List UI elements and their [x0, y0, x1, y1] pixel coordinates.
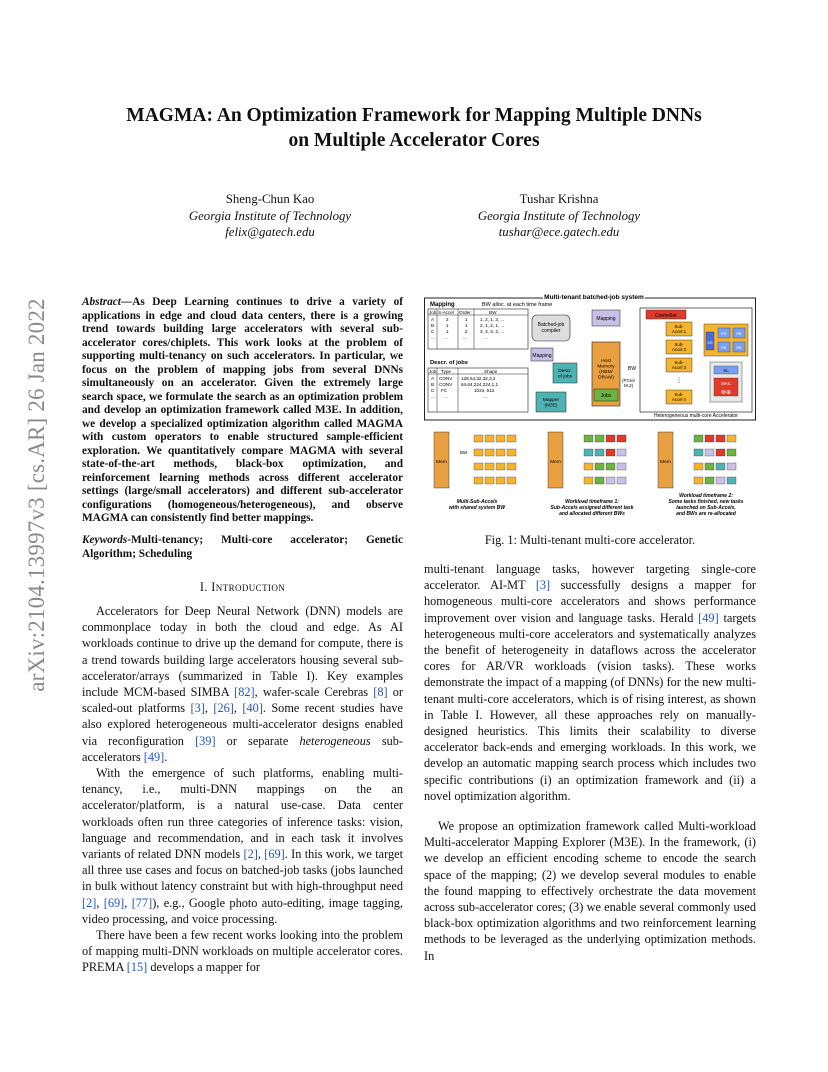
svg-text:Workload timeframe 2:Some task: Workload timeframe 2: Some tasks finished, new tasks launched on Sub-Accels, and BWs are re-allocated — [668, 493, 744, 517]
section-heading — [82, 580, 403, 595]
svg-text:Mapping: Mapping — [596, 316, 616, 322]
abstract — [82, 296, 403, 526]
paragraph — [82, 603, 403, 765]
svg-text:Descr.of jobs: Descr. of jobs — [557, 369, 573, 380]
text-run: ), e.g., Google photo auto-editing, image tagging, video processing, and voice processing. — [82, 895, 403, 926]
svg-text:BW: BW — [489, 310, 497, 315]
svg-text:1: 1 — [465, 317, 468, 322]
author-name: Tushar Krishna — [519, 192, 599, 206]
figure-1 — [424, 292, 756, 524]
svg-text:...: ... — [484, 394, 488, 399]
citation-link[interactable]: [49] — [698, 610, 719, 625]
svg-text:...: ... — [484, 335, 488, 340]
citation-link[interactable]: [39] — [195, 733, 216, 748]
figure-diagram — [424, 292, 756, 524]
svg-text:Controller: Controller — [655, 313, 677, 319]
paragraph — [424, 818, 756, 964]
svg-text:A: A — [431, 376, 435, 381]
svg-text:Job: Job — [429, 310, 437, 315]
svg-text:2: 2 — [446, 317, 449, 322]
citation-link[interactable]: [69] — [103, 895, 125, 910]
text-run: or scaled-out platforms — [82, 685, 403, 716]
svg-text:Job: Job — [429, 369, 437, 374]
svg-text:(PCIe/M.2): (PCIe/ M.2) — [622, 378, 636, 388]
citation-link[interactable]: [15] — [126, 960, 148, 975]
svg-text:PE: PE — [721, 331, 727, 336]
svg-text:Jobs: Jobs — [600, 393, 612, 399]
svg-text:1, 2, 1, 3, ...: 1, 2, 1, 3, ... — [480, 317, 505, 322]
text-run: We propose an optimization framework called Multi-workload Multi-accelerator Mapping Explorer (M3E). In the framework, (i) we develop an efficient encoding scheme to encode the search space of the mapping; (2) we develop several modules to enable the found mapping to effectively orchestrate the data movement across sub-accelerator cores; (3) we enable several commonly used black-box optimization algorithms and two reinforcement learning methods to be leveraged as the underlying optimization methods. In — [424, 819, 756, 963]
svg-text:Sub-Accel 1: Sub-Accel 1 — [671, 324, 687, 334]
svg-text:Type: Type — [441, 369, 451, 374]
svg-text:S-Accel: S-Accel — [438, 310, 454, 315]
author-block-2 — [454, 191, 664, 241]
svg-text:Multi-Sub-Accelswith shared sy: Multi-Sub-Accels with shared system BW — [448, 499, 506, 511]
panel-3 — [658, 432, 744, 517]
svg-text:Mem: Mem — [436, 460, 447, 465]
arxiv-stamp — [22, 290, 52, 700]
text-run: , — [257, 847, 265, 862]
citation-link[interactable]: [8] — [373, 685, 388, 700]
author-affiliation: Georgia Institute of Technology — [477, 208, 641, 223]
svg-text:PE: PE — [736, 331, 742, 336]
svg-text:CONV: CONV — [439, 376, 453, 381]
text-run: develops a mapper for — [147, 960, 260, 975]
text-run: multi-tenant language tasks, however targeting single-core accelerator. AI-MT — [424, 562, 756, 593]
svg-text:B: B — [431, 382, 435, 387]
svg-text:128,64,32,32,3,3: 128,64,32,32,3,3 — [461, 376, 496, 381]
hetero-label: Heterogeneous multi-core Accelerator — [654, 413, 738, 419]
svg-text:PE: PE — [721, 345, 727, 350]
svg-text:Mem: Mem — [550, 460, 561, 465]
text-run: , wafer-scale Cerebras — [254, 685, 374, 700]
svg-text:1024, 512: 1024, 512 — [474, 388, 495, 393]
svg-text:BW: BW — [628, 366, 637, 372]
svg-text:1: 1 — [446, 323, 449, 328]
section-heading-text: I. Introduction — [199, 580, 286, 594]
svg-text:...: ... — [431, 394, 435, 399]
text-run: . In this work, we target all three use cases and focus on batched-job tasks (jobs launched in bulk without latency constraint but with high-throughput need — [82, 847, 403, 894]
svg-text:...: ... — [444, 394, 448, 399]
text-run: , — [233, 701, 243, 716]
text-run: heterogeneous — [299, 733, 371, 748]
citation-link[interactable]: [40] — [242, 701, 263, 716]
text-run: . Some recent studies have also explored heterogeneous multi-accelerator designs enabled via reconfiguration — [82, 701, 403, 748]
abstract-label: Abstract — [82, 296, 121, 308]
text-run: sub-accelerators — [82, 733, 403, 764]
svg-text:1: 1 — [465, 323, 468, 328]
system-label: Multi-tenant batched-job system — [544, 294, 644, 301]
paragraph — [82, 927, 403, 976]
svg-text:BW: BW — [460, 450, 468, 455]
svg-text:Mem: Mem — [660, 460, 671, 465]
text-run: There have been a few recent works looking into the problem of mapping multi-DNN workloads on multiple accelerator cores. PREMA — [82, 928, 403, 975]
svg-text:Sub-Accel n: Sub-Accel n — [671, 392, 687, 402]
citation-link[interactable]: [3] — [190, 701, 205, 716]
author-name: Sheng-Chun Kao — [225, 192, 315, 206]
paper-title — [100, 103, 728, 153]
svg-text:MAC: MAC — [721, 381, 731, 386]
abstract-text: —As Deep Learning continues to drive a variety of applications in edge and cloud data centers, there is a growing trend towards building large accelerators with several sub-accelerator cores/chiplets. This work looks at the problem of supporting multi-tenancy on such accelerators. In particular, we focus on the problem of mapping jobs from several DNNs simultaneously on an accelerator. Given the extremely large search space, we formulate the search as an optimization problem and develop an optimization framework called M3E. In addition, we develop a specialized optimization algorithm called MAGMA with custom operators to enable structured sample-efficient exploration. We quantitatively compare MAGMA with several state-of-the-art methods, black-box optimization, and reinforcement learning methods across different accelerator settings (large/small accelerators) and different sub-accelerator configurations (homogeneous/heterogeneous), and observe MAGMA can consistently find better mappings. — [82, 296, 403, 524]
svg-text:Mapping: Mapping — [532, 353, 552, 359]
citation-link[interactable]: [77] — [131, 895, 153, 910]
descr-table-title: Descr. of jobs — [430, 360, 469, 366]
bw-alloc-label: BW alloc. at each time frame — [482, 302, 553, 308]
left-column-body — [82, 603, 403, 976]
svg-text:2: 2 — [465, 329, 468, 334]
text-run: With the emergence of such platforms, enabling multi-tenancy, i.e., multi-DNN mappings on the an accelerator/platform, is a natural use-case. Data center workloads often run three categories of inference tasks: vision, language and recommendation, and in each task it involves variants of related DNN models — [82, 766, 403, 862]
svg-text:FC: FC — [441, 388, 448, 393]
text-run: or separate — [215, 733, 300, 748]
svg-text:...: ... — [444, 335, 448, 340]
svg-text:SL: SL — [723, 368, 729, 373]
title-line-1: MAGMA: An Optimization Framework for Mapping Multiple DNNs — [126, 105, 702, 126]
svg-text:2, 1, 2, 1, ...: 2, 1, 2, 1, ... — [480, 323, 505, 328]
svg-text:...: ... — [431, 335, 435, 340]
svg-text:Mapper(M3E): Mapper (M3E) — [542, 398, 560, 409]
svg-text:64,64,224,224,1,1: 64,64,224,224,1,1 — [461, 382, 499, 387]
svg-text:Sub-Accel 3: Sub-Accel 3 — [671, 360, 687, 370]
author-affiliation: Georgia Institute of Technology — [188, 208, 352, 223]
citation-link[interactable]: [69] — [264, 847, 285, 862]
panel-2 — [548, 432, 634, 517]
text-run: , — [96, 895, 104, 910]
citation-link[interactable]: [2] — [82, 895, 97, 910]
keywords — [82, 534, 403, 561]
text-run: . — [164, 749, 168, 764]
right-column-body — [424, 561, 756, 964]
figure-caption: Fig. 1: Multi-tenant multi-core accelerator. — [484, 533, 696, 547]
author-block-1 — [170, 191, 370, 241]
mapping-table-title: Mapping — [430, 302, 455, 308]
title-line-2: on Multiple Accelerator Cores — [288, 130, 540, 151]
svg-text:...: ... — [463, 335, 467, 340]
svg-text:SG: SG — [707, 341, 713, 345]
svg-text:Sub-Accel 2: Sub-Accel 2 — [671, 342, 687, 352]
svg-text:1: 1 — [446, 329, 449, 334]
author-email: tushar@ece.gatech.edu — [498, 225, 620, 239]
batched-compiler-label: Batched-job compiler — [537, 322, 565, 334]
panel-1 — [434, 432, 516, 511]
svg-text:B: B — [431, 323, 435, 328]
sub-accel-stack — [666, 322, 692, 404]
text-run: targets heterogeneous multi-core accelerators and systematically analyzes the benefit of heterogeneity in dataflows across the accelerator cores for AR/VR workloads (vision tasks). These works demonstrate the impact of a mapping (of DNNs) for the new multi-tenant multi-core accelerators, which is of rising interest, as shown in Table I. However, all these approaches rely on manually-designed heuristics. This limits their scalability to diverse accelerator back-ends and emerging workloads. In this work, we develop an automatic mapping search process which includes two specific contributions (i) an optimization framework and (ii) a novel optimization algorithm. — [424, 610, 757, 803]
text-run: Accelerators for Deep Neural Network (DNN) models are commonplace today in both the cloud and edge. As AI workloads continue to drive up the demand for compute, there is a trend towards building large accelerators housing several sub-accelerator/arrays (summarized in Table I). Key examples include MCM-based SIMBA — [82, 604, 403, 700]
svg-text:C: C — [431, 388, 435, 393]
author-email: felix@gatech.edu — [225, 225, 315, 239]
citation-link[interactable]: [49] — [143, 749, 165, 764]
paragraph — [82, 765, 403, 927]
svg-text:Order: Order — [459, 310, 471, 315]
text-run: successfully designs a mapper for homogeneous multi-core accelerators and shows performance improvement over vision and language tasks. Herald — [424, 578, 756, 625]
svg-text:3, 3, 3, 2, ...: 3, 3, 3, 2, ... — [480, 329, 505, 334]
svg-text:A: A — [431, 317, 435, 322]
svg-text:HostMemory(HBM/DRAM): Host Memory (HBM/ DRAM) — [597, 359, 615, 381]
svg-text:Workload timeframe 1:Sub-Accel: Workload timeframe 1: Sub-Accels assigned different task and allocated different BWs — [550, 499, 634, 517]
svg-text:C: C — [431, 329, 435, 334]
citation-link[interactable]: [2] — [243, 847, 258, 862]
arxiv-stamp-text: arXiv:2104.13997v3 [cs.AR] 26 Jan 2022 — [24, 298, 49, 692]
svg-text:⋮: ⋮ — [676, 378, 682, 384]
citation-link[interactable]: [26] — [213, 701, 234, 716]
text-run: , — [124, 895, 132, 910]
keywords-label: Keywords — [82, 534, 128, 546]
keywords-text: -Multi-tenancy; Multi-core accelerator; Genetic Algorithm; Scheduling — [82, 534, 403, 560]
citation-link[interactable]: [3] — [535, 578, 551, 593]
svg-text:Shape: Shape — [484, 369, 498, 374]
text-run: , — [204, 701, 214, 716]
svg-text:PE: PE — [736, 345, 742, 350]
citation-link[interactable]: [82] — [234, 685, 255, 700]
svg-text:⊗⊕: ⊗⊕ — [720, 390, 732, 396]
svg-text:CONV: CONV — [439, 382, 453, 387]
paragraph — [424, 561, 756, 804]
